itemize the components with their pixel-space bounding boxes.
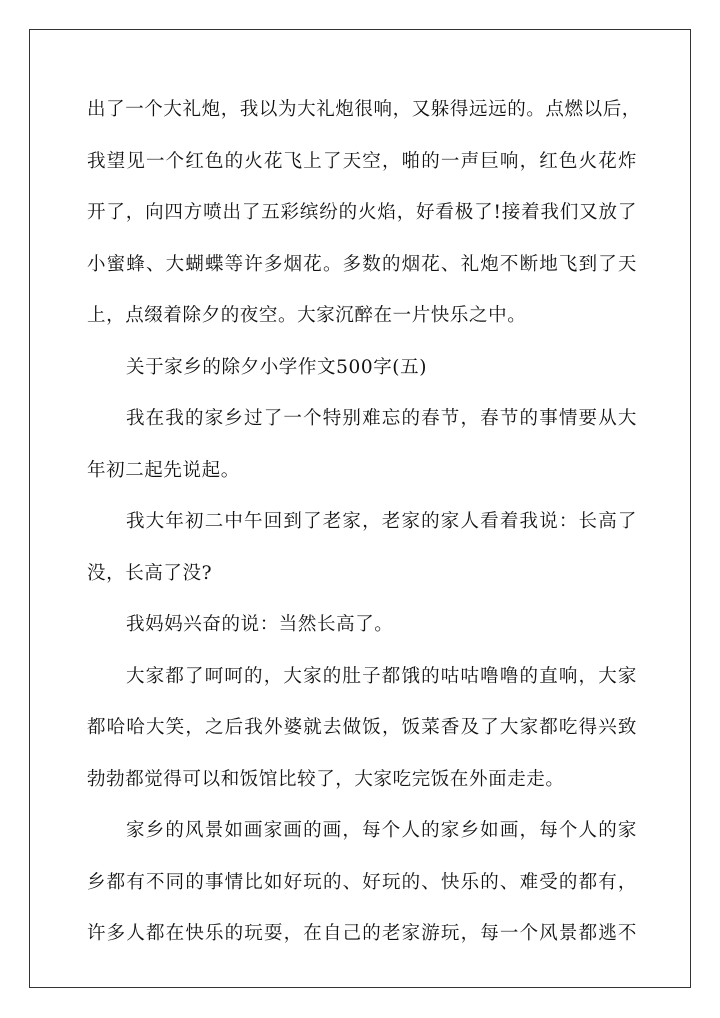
text-line: 乡都有不同的事情比如好玩的、好玩的、快乐的、难受的都有， xyxy=(87,871,637,893)
text-line: 出了一个大礼炮，我以为大礼炮很响，又躲得远远的。点燃以后， xyxy=(87,99,641,120)
text-line: 年初二起先说起。 xyxy=(87,459,240,481)
text-line: 我在我的家乡过了一个特别难忘的春节，春节的事情要从大 xyxy=(126,408,637,429)
text-line: 勃勃都觉得可以和饭馆比较了，大家吃完饭在外面走走。 xyxy=(87,768,565,790)
text-line: 都哈哈大笑，之后我外婆就去做饭，饭菜香及了大家都吃得兴致 xyxy=(87,717,637,738)
text-line: 许多人都在快乐的玩耍，在自己的老家游玩，每一个风景都逃不 xyxy=(87,923,637,944)
text-line: 开了，向四方喷出了五彩缤纷的火焰，好看极了!接着我们又放了 xyxy=(87,202,637,223)
text-line: 上，点缀着除夕的夜空。大家沉醉在一片快乐之中。 xyxy=(87,305,527,326)
text-line: 大家都了呵呵的，大家的肚子都饿的咕咕噜噜的直响，大家 xyxy=(126,665,637,687)
text-line: 我妈妈兴奋的说：当然长高了。 xyxy=(126,614,394,635)
document-body xyxy=(87,96,641,972)
text-line: 我望见一个红色的火花飞上了天空，啪的一声巨响，红色火花炸 xyxy=(87,150,637,172)
text-line: 我大年初二中午回到了老家，老家的家人看着我说：长高了 xyxy=(126,511,637,532)
document-page xyxy=(29,29,691,988)
text-line: 家乡的风景如画家画的画，每个人的家乡如画，每个人的家 xyxy=(126,820,637,841)
text-line: 没，长高了没? xyxy=(87,562,213,584)
text-line: 小蜜蜂、大蝴蝶等许多烟花。多数的烟花、礼炮不断地飞到了天 xyxy=(87,253,637,275)
section-title: 关于家乡的除夕小学作文500字(五) xyxy=(126,356,428,378)
